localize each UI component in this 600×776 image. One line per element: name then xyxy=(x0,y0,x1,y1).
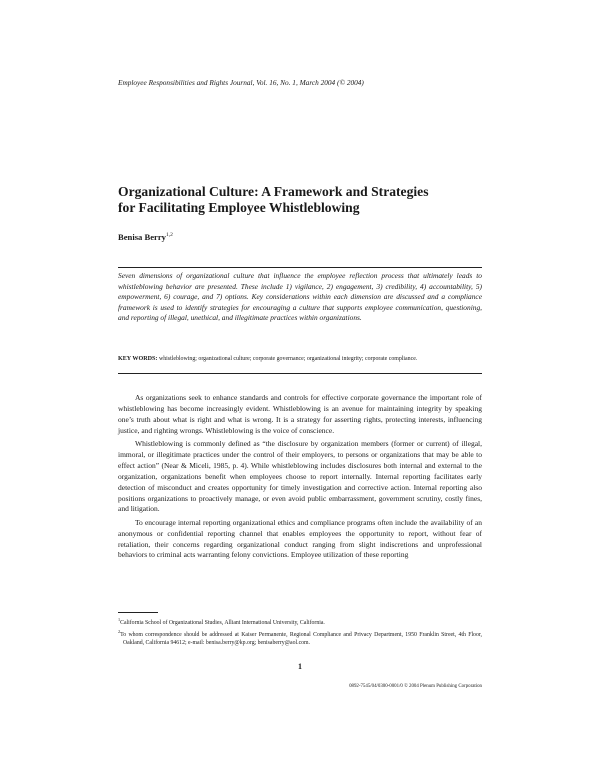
abstract-bottom-rule xyxy=(118,373,482,374)
journal-header: Employee Responsibilities and Rights Journal, Vol. 16, No. 1, March 2004 (© 2004) xyxy=(118,78,364,87)
abstract: Seven dimensions of organizational culture that influence the employee reflection process that ultimately leads to whistleblowing behavior are presented. These include 1) vigilance, 2) engagement, 3) credibility, 4) accountability, 5) empowerment, 6) courage, and 7) options. Key considerations within each dimension are discussed and a compliance framework is used to identify strategies for encouraging a culture that supports employee communication, questioning, and reporting of illegal, unethical, and illegitimate practices within organizations. xyxy=(118,271,482,323)
keywords-label: KEY WORDS: xyxy=(118,356,158,362)
author-affiliation-marks: 1,2 xyxy=(165,232,173,238)
footnote-1 xyxy=(118,616,482,628)
abstract-top-rule xyxy=(118,267,482,268)
keywords-text: whistleblowing; organizational culture; corporate governance; organizational integrity; corporate compliance. xyxy=(158,356,418,362)
article-title xyxy=(118,184,498,215)
body-paragraph-1: As organizations seek to enhance standards and controls for effective corporate governance the important role of whistleblowing has become increasingly evident. Whistleblowing is an avenue for maintaining integrity by speaking one’s truth about what is right and what is wrong. It is a strategy for asserting rights, protecting interests, influencing justice, and righting wrongs. Whistleblowing is the voice of conscience. xyxy=(118,393,482,435)
body-text xyxy=(118,393,482,564)
body-paragraph-3: To encourage internal reporting organizational ethics and compliance programs often include the availability of an anonymous or confidential reporting channel that enables employees the opportunity to report, without fear of retaliation, their concerns regarding organizational conduct ranging from slight indiscretions and unprofessional behaviors to criminal acts warranting felony convictions. Employee utilization of these reporting xyxy=(118,517,482,560)
title-line-1: Organizational Culture: A Framework and Strategies xyxy=(118,184,429,199)
page-number: 1 xyxy=(298,662,302,671)
keywords xyxy=(118,355,482,364)
footnote-1-mark: 1 xyxy=(118,617,121,622)
footnote-2 xyxy=(118,628,482,648)
footnote-2-text: To whom correspondence should be addressed at Kaiser Permanente, Regional Compliance and Privacy Department, 1950 Franklin Street, 4th Floor, Oakland, California 94612; e-mail: benisa.berry@kp.org; benisaberry@aol.com. xyxy=(120,631,482,647)
author-name: Benisa Berry xyxy=(118,232,166,242)
footnote-1-text: California School of Organizational Studies, Alliant International University, California. xyxy=(120,620,325,626)
footnotes xyxy=(118,616,482,648)
title-line-2: for Facilitating Employee Whistleblowing xyxy=(118,199,360,215)
copyright-line: 0892-7545/04/0300-0001/0 © 2004 Plenum Publishing Corporation xyxy=(349,684,482,689)
footnote-2-mark: 2 xyxy=(118,628,121,634)
body-paragraph-2: Whistleblowing is commonly defined as “the disclosure by organization members (former or current) of illegal, immoral, or illegitimate practices under the control of their employers, to persons or organizations that may be able to effect action” (Near & Miceli, 1985, p. 4). While whistleblowing includes disclosures both internal and external to the organization, organizations benefit when employees choose to report internally. Internal reporting facilitates early detection of misconduct and creates opportunity for timely investigation and corrective action. Internal reporting also positions organizations to proactively manage, or even avoid public embarrassment, government scrutiny, costly fines, and litigation. xyxy=(118,439,482,514)
author xyxy=(118,232,173,242)
footnote-rule xyxy=(118,612,158,613)
